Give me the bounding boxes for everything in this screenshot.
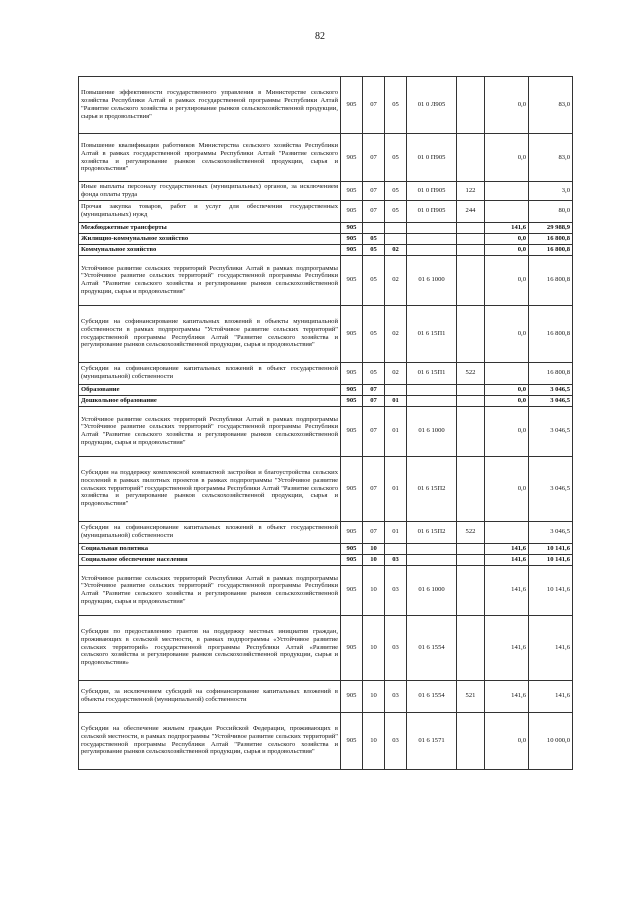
- row-gr-code: 905: [341, 305, 363, 362]
- row-amount-2: 83,0: [529, 77, 573, 134]
- row-pr-code: 01: [385, 521, 407, 543]
- row-gr-code: 905: [341, 222, 363, 233]
- row-name: Повышение квалификации работников Министерства сельского хозяйства Республики Алтай в рамках государственной программы Республики Алтай "Развитие сельского хозяйства и регулирование рынков сельскохозяйственной продукции, сырья и продовольствия": [79, 134, 341, 182]
- row-gr-code: 905: [341, 200, 363, 222]
- row-csr-code: 01 6 15П2: [407, 456, 457, 521]
- row-vr-code: [457, 255, 485, 305]
- table-row: [79, 521, 573, 543]
- row-csr-code: [407, 222, 457, 233]
- row-pr-code: 02: [385, 244, 407, 255]
- row-vr-code: 522: [457, 521, 485, 543]
- row-amount-1: 141,6: [485, 543, 529, 554]
- row-pr-code: 05: [385, 134, 407, 182]
- row-amount-2: 3 046,5: [529, 395, 573, 406]
- row-gr-code: 905: [341, 233, 363, 244]
- row-rz-code: 05: [363, 305, 385, 362]
- row-pr-code: [385, 233, 407, 244]
- row-csr-code: 01 6 1554: [407, 615, 457, 680]
- row-pr-code: 05: [385, 200, 407, 222]
- row-amount-1: [485, 362, 529, 384]
- row-rz-code: 07: [363, 406, 385, 456]
- row-name: Субсидии, за исключением субсидий на софинансирование капитальных вложений в объекты государственной (муниципальной) собственности: [79, 680, 341, 712]
- row-rz-code: 07: [363, 134, 385, 182]
- row-name: Коммунальное хозяйство: [79, 244, 341, 255]
- row-csr-code: [407, 543, 457, 554]
- row-rz-code: 05: [363, 244, 385, 255]
- row-name: Субсидии на софинансирование капитальных вложений в объекты муниципальной собственности в рамках подпрограммы "Устойчивое развитие сельских территорий" государственной программы Республики Алтай "Развитие сельского хозяйства и регулирование рынков сельскохозяйственной продукции, сырья и продовольствия": [79, 305, 341, 362]
- row-name: Устойчивое развитие сельских территорий Республики Алтай в рамках подпрограммы "Устойчивое развитие сельских территорий" государственной программы Республики Алтай "Развитие сельского хозяйства и регулирование рынков сельскохозяйственной продукции, сырья и продовольствия": [79, 565, 341, 615]
- row-vr-code: [457, 222, 485, 233]
- row-amount-1: 0,0: [485, 244, 529, 255]
- row-gr-code: 905: [341, 77, 363, 134]
- budget-table: [78, 76, 573, 770]
- row-vr-code: [457, 384, 485, 395]
- row-csr-code: [407, 384, 457, 395]
- row-name: Субсидии на поддержку комплексной компактной застройки и благоустройства сельских поселений в рамках пилотных проектов в рамках подпрограммы "Устойчивое развитие сельских территорий" государственной программы Республики Алтай "Развитие сельского хозяйства и регулирование рынков сельскохозяйственной продукции, сырья и продовольствия": [79, 456, 341, 521]
- row-gr-code: 905: [341, 456, 363, 521]
- row-amount-2: 29 988,9: [529, 222, 573, 233]
- row-vr-code: 244: [457, 200, 485, 222]
- row-gr-code: 905: [341, 712, 363, 769]
- table-row: [79, 233, 573, 244]
- row-pr-code: 03: [385, 565, 407, 615]
- row-csr-code: [407, 395, 457, 406]
- row-rz-code: 10: [363, 554, 385, 565]
- row-csr-code: 01 6 1000: [407, 565, 457, 615]
- page-number: 82: [315, 31, 325, 42]
- row-vr-code: 521: [457, 680, 485, 712]
- row-amount-2: 16 800,8: [529, 244, 573, 255]
- row-amount-2: 3,0: [529, 182, 573, 201]
- row-amount-2: 3 046,5: [529, 406, 573, 456]
- row-pr-code: [385, 222, 407, 233]
- row-gr-code: 905: [341, 395, 363, 406]
- table-row: [79, 680, 573, 712]
- row-rz-code: 07: [363, 77, 385, 134]
- row-gr-code: 905: [341, 406, 363, 456]
- row-pr-code: 01: [385, 395, 407, 406]
- row-vr-code: [457, 305, 485, 362]
- row-vr-code: [457, 233, 485, 244]
- row-vr-code: [457, 543, 485, 554]
- row-rz-code: 07: [363, 456, 385, 521]
- row-gr-code: 905: [341, 182, 363, 201]
- row-name: Образование: [79, 384, 341, 395]
- row-csr-code: 01 6 15П1: [407, 305, 457, 362]
- table-row: [79, 255, 573, 305]
- row-amount-2: 10 141,6: [529, 543, 573, 554]
- row-name: Межбюджетные трансферты: [79, 222, 341, 233]
- budget-table-body: [79, 77, 573, 770]
- row-amount-1: 0,0: [485, 406, 529, 456]
- row-vr-code: [457, 395, 485, 406]
- row-gr-code: 905: [341, 554, 363, 565]
- table-row: [79, 565, 573, 615]
- row-rz-code: 07: [363, 521, 385, 543]
- table-row: [79, 362, 573, 384]
- table-row: [79, 406, 573, 456]
- table-row: [79, 77, 573, 134]
- row-csr-code: 01 0 П905: [407, 200, 457, 222]
- row-pr-code: 03: [385, 615, 407, 680]
- table-row: [79, 244, 573, 255]
- table-row: [79, 456, 573, 521]
- table-row: [79, 384, 573, 395]
- row-amount-1: 0,0: [485, 712, 529, 769]
- table-row: [79, 305, 573, 362]
- row-name: Прочая закупка товаров, работ и услуг для обеспечения государственных (муниципальных) нужд: [79, 200, 341, 222]
- row-amount-1: 0,0: [485, 384, 529, 395]
- row-rz-code: [363, 222, 385, 233]
- table-row: [79, 182, 573, 201]
- row-pr-code: 01: [385, 406, 407, 456]
- table-row: [79, 712, 573, 769]
- row-amount-1: 0,0: [485, 255, 529, 305]
- row-csr-code: 01 6 15П1: [407, 362, 457, 384]
- row-amount-2: 3 046,5: [529, 384, 573, 395]
- row-vr-code: [457, 615, 485, 680]
- row-rz-code: 07: [363, 200, 385, 222]
- row-name: Субсидии на софинансирование капитальных вложений в объект государственной (муниципальной) собственности: [79, 521, 341, 543]
- row-amount-1: [485, 521, 529, 543]
- row-vr-code: [457, 406, 485, 456]
- row-amount-2: 16 800,8: [529, 305, 573, 362]
- row-amount-1: 141,6: [485, 554, 529, 565]
- row-csr-code: 01 6 1000: [407, 406, 457, 456]
- table-row: [79, 395, 573, 406]
- row-amount-2: 16 800,8: [529, 255, 573, 305]
- row-rz-code: 10: [363, 543, 385, 554]
- row-name: Иные выплаты персоналу государственных (муниципальных) органов, за исключением фонда оплаты труда: [79, 182, 341, 201]
- row-pr-code: [385, 384, 407, 395]
- row-rz-code: 07: [363, 395, 385, 406]
- row-amount-1: 141,6: [485, 680, 529, 712]
- row-pr-code: 02: [385, 362, 407, 384]
- row-rz-code: 07: [363, 384, 385, 395]
- row-amount-2: 10 000,0: [529, 712, 573, 769]
- row-rz-code: 10: [363, 615, 385, 680]
- row-pr-code: 05: [385, 182, 407, 201]
- row-amount-2: 16 800,8: [529, 233, 573, 244]
- row-csr-code: 01 0 П905: [407, 182, 457, 201]
- row-name: Жилищно-коммунальное хозяйство: [79, 233, 341, 244]
- row-csr-code: 01 6 1554: [407, 680, 457, 712]
- row-amount-1: 0,0: [485, 233, 529, 244]
- row-pr-code: [385, 543, 407, 554]
- row-pr-code: 03: [385, 712, 407, 769]
- row-name: Социальная политика: [79, 543, 341, 554]
- table-row: [79, 222, 573, 233]
- row-name: Дошкольное образование: [79, 395, 341, 406]
- row-gr-code: 905: [341, 134, 363, 182]
- row-vr-code: [457, 77, 485, 134]
- row-csr-code: 01 6 1571: [407, 712, 457, 769]
- row-amount-2: 10 141,6: [529, 565, 573, 615]
- row-amount-1: 141,6: [485, 222, 529, 233]
- row-name: Устойчивое развитие сельских территорий Республики Алтай в рамках подпрограммы "Устойчивое развитие сельских территорий" государственной программы Республики Алтай "Развитие сельского хозяйства и регулирование рынков сельскохозяйственной продукции, сырья и продовольствия": [79, 406, 341, 456]
- row-amount-1: 0,0: [485, 395, 529, 406]
- row-rz-code: 10: [363, 680, 385, 712]
- row-name: Повышение эффективности государственного управления в Министерстве сельского хозяйства Республики Алтай в рамках государственной программы Республики Алтай "Развитие сельского хозяйства и регулирование рынков сельскохозяйственной продукции, сырья и продовольствия": [79, 77, 341, 134]
- row-rz-code: 05: [363, 255, 385, 305]
- row-amount-1: 0,0: [485, 77, 529, 134]
- row-amount-1: [485, 200, 529, 222]
- row-rz-code: 10: [363, 565, 385, 615]
- row-name: Субсидии на обеспечение жильем граждан Российской Федерации, проживающих в сельской местности, в рамках подпрограммы "Устойчивое развитие сельских территорий" государственной программы Республики Алтай "Развитие сельского хозяйства и регулирование рынков сельскохозяйственной продукции, сырья и продовольствия": [79, 712, 341, 769]
- row-vr-code: [457, 134, 485, 182]
- row-gr-code: 905: [341, 543, 363, 554]
- row-amount-1: 0,0: [485, 456, 529, 521]
- row-gr-code: 905: [341, 255, 363, 305]
- row-name: Социальное обеспечение населения: [79, 554, 341, 565]
- row-amount-2: 83,0: [529, 134, 573, 182]
- row-csr-code: 01 0 Л905: [407, 77, 457, 134]
- row-amount-2: 16 800,8: [529, 362, 573, 384]
- row-gr-code: 905: [341, 565, 363, 615]
- row-vr-code: 122: [457, 182, 485, 201]
- row-amount-2: 10 141,6: [529, 554, 573, 565]
- row-pr-code: 05: [385, 77, 407, 134]
- row-gr-code: 905: [341, 244, 363, 255]
- table-row: [79, 200, 573, 222]
- row-name: Субсидии по предоставлению грантов на поддержку местных инициатив граждан, проживающих в сельской местности, в рамках подпрограммы «Устойчивое развитие сельских территорий» государственной программы Республики Алтай «Развитие сельского хозяйства и регулирование рынков сельскохозяйственной продукции, сырья и продовольствия»: [79, 615, 341, 680]
- table-row: [79, 615, 573, 680]
- row-name: Устойчивое развитие сельских территорий Республики Алтай в рамках подпрограммы "Устойчивое развитие сельских территорий" государственной программы Республики Алтай "Развитие сельского хозяйства и регулирование рынков сельскохозяйственной продукции, сырья и продовольствия": [79, 255, 341, 305]
- row-rz-code: 05: [363, 362, 385, 384]
- row-vr-code: [457, 456, 485, 521]
- row-amount-2: 3 046,5: [529, 456, 573, 521]
- row-pr-code: 03: [385, 680, 407, 712]
- row-csr-code: [407, 233, 457, 244]
- row-csr-code: [407, 554, 457, 565]
- row-gr-code: 905: [341, 680, 363, 712]
- row-amount-1: 141,6: [485, 615, 529, 680]
- row-pr-code: 03: [385, 554, 407, 565]
- row-amount-2: 141,6: [529, 615, 573, 680]
- row-pr-code: 02: [385, 305, 407, 362]
- row-pr-code: 01: [385, 456, 407, 521]
- table-row: [79, 134, 573, 182]
- row-amount-1: 0,0: [485, 305, 529, 362]
- row-pr-code: 02: [385, 255, 407, 305]
- row-amount-2: 141,6: [529, 680, 573, 712]
- row-vr-code: [457, 554, 485, 565]
- row-csr-code: 01 0 П905: [407, 134, 457, 182]
- row-rz-code: 10: [363, 712, 385, 769]
- row-gr-code: 905: [341, 362, 363, 384]
- row-rz-code: 07: [363, 182, 385, 201]
- row-vr-code: [457, 712, 485, 769]
- row-gr-code: 905: [341, 521, 363, 543]
- row-amount-2: 80,0: [529, 200, 573, 222]
- row-name: Субсидии на софинансирование капитальных вложений в объект государственной (муниципальной) собственности: [79, 362, 341, 384]
- row-csr-code: 01 6 15П2: [407, 521, 457, 543]
- row-gr-code: 905: [341, 615, 363, 680]
- row-vr-code: 522: [457, 362, 485, 384]
- row-amount-1: 141,6: [485, 565, 529, 615]
- row-gr-code: 905: [341, 384, 363, 395]
- table-row: [79, 554, 573, 565]
- row-csr-code: [407, 244, 457, 255]
- row-vr-code: [457, 565, 485, 615]
- row-amount-1: [485, 182, 529, 201]
- row-amount-1: 0,0: [485, 134, 529, 182]
- row-vr-code: [457, 244, 485, 255]
- row-rz-code: 05: [363, 233, 385, 244]
- table-row: [79, 543, 573, 554]
- row-amount-2: 3 046,5: [529, 521, 573, 543]
- row-csr-code: 01 6 1000: [407, 255, 457, 305]
